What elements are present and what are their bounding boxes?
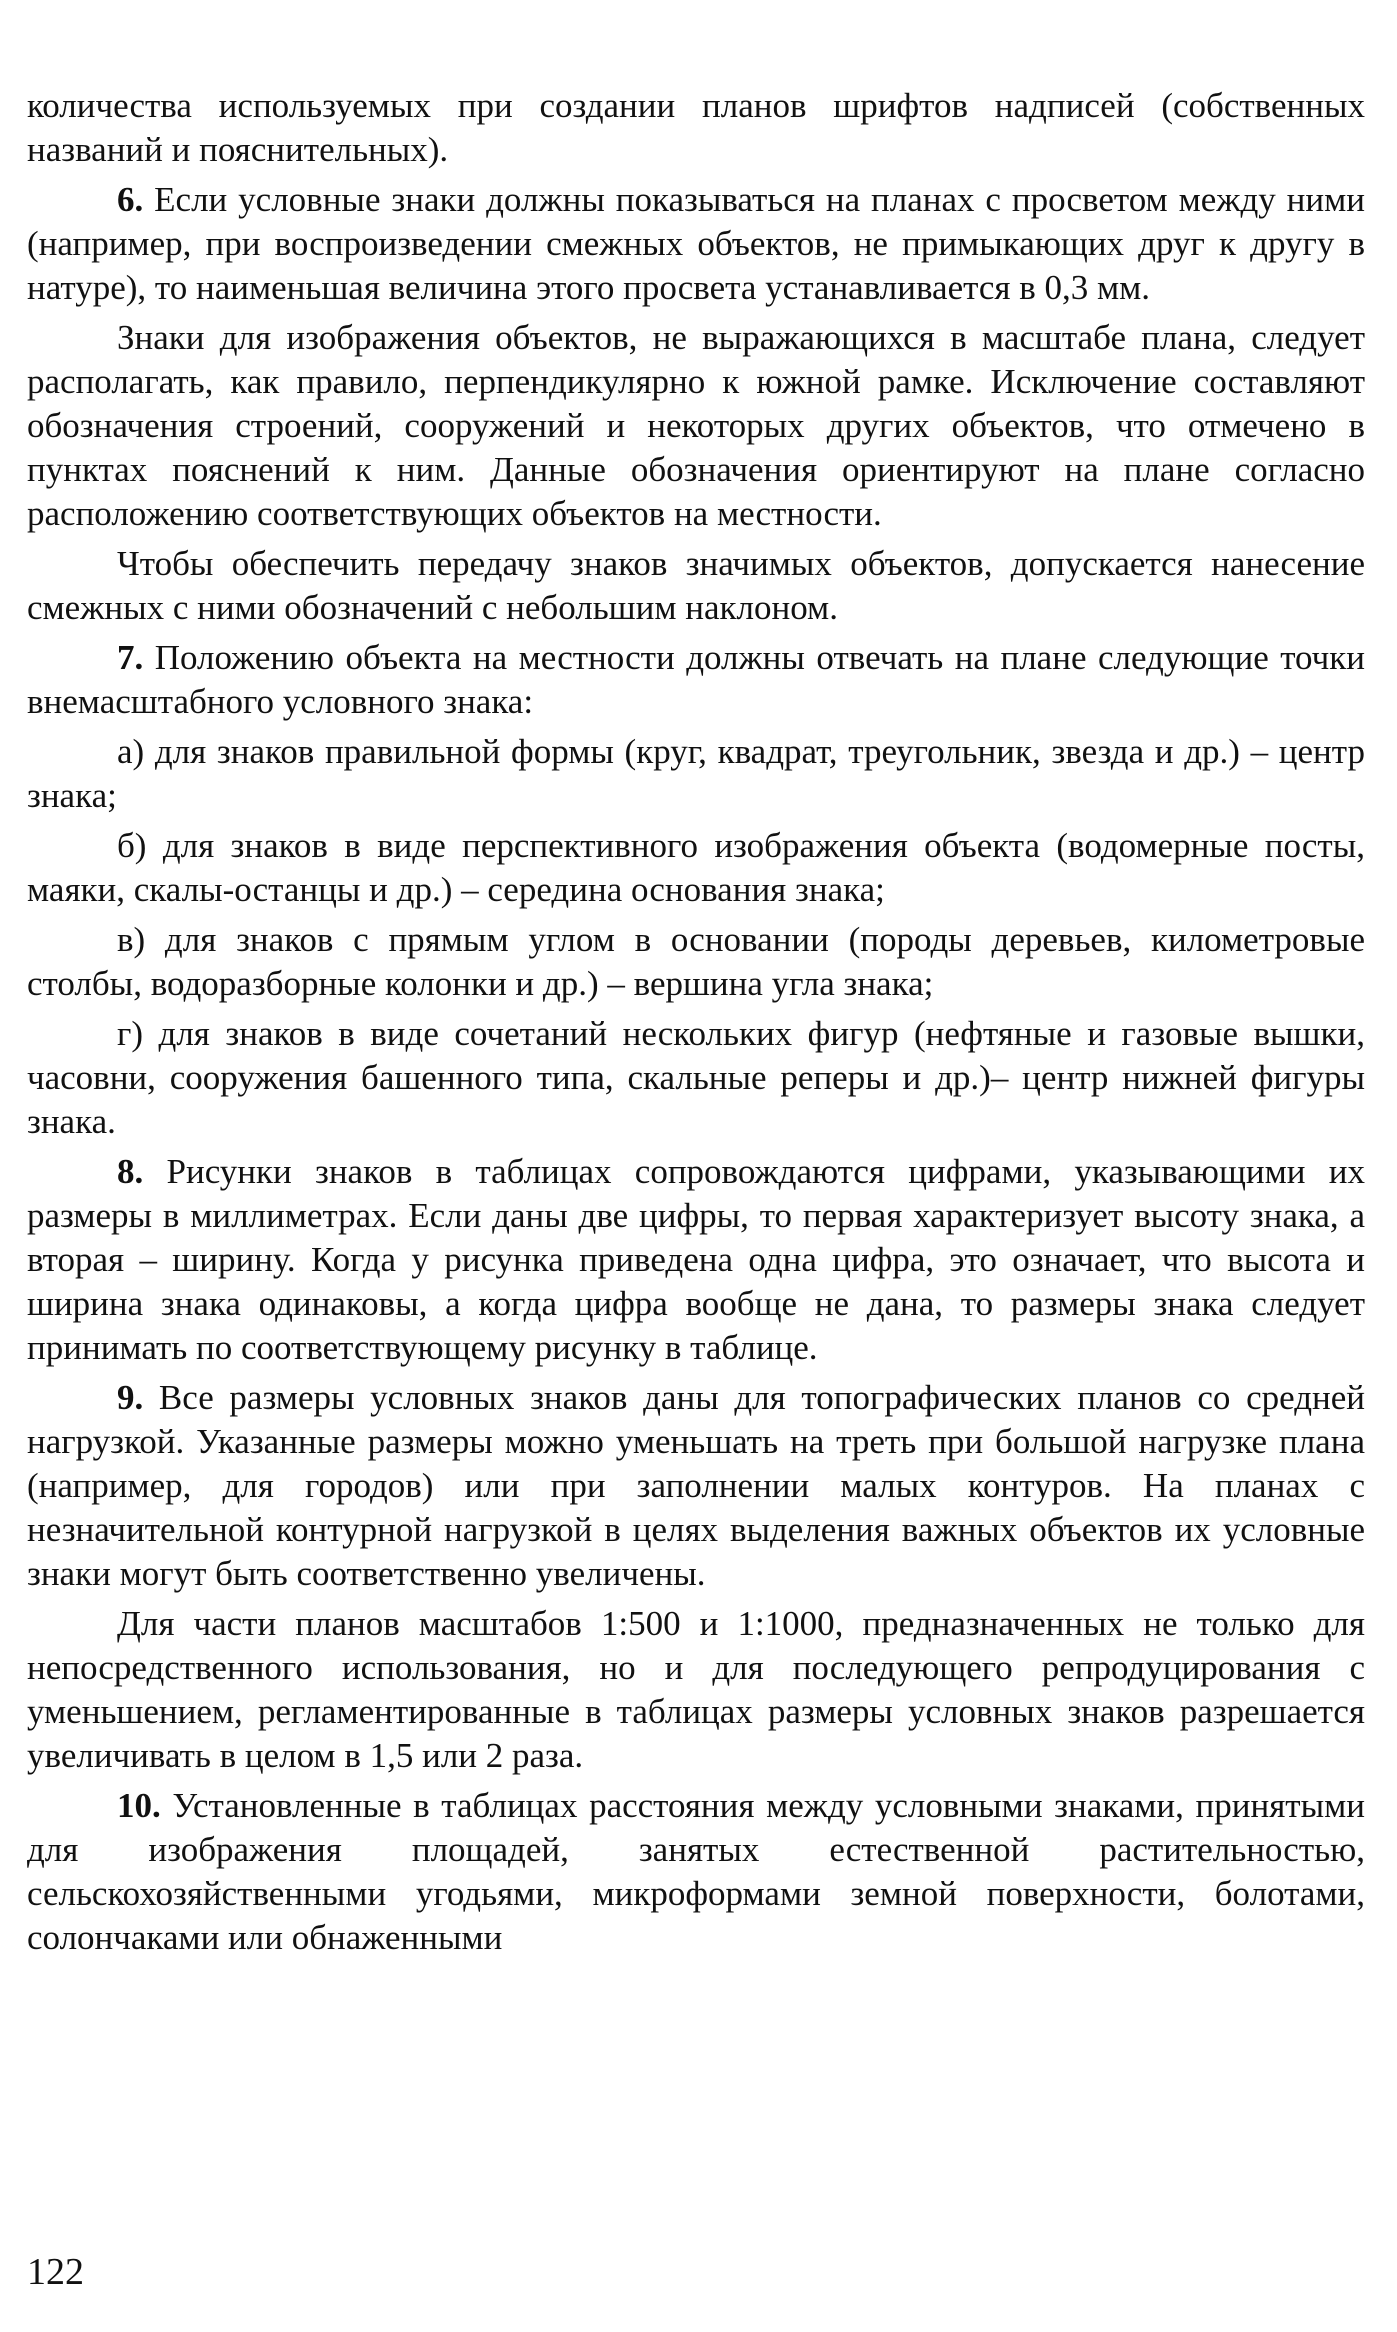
paragraph-inclination <box>27 542 1365 630</box>
paragraph-text: а) для знаков правильной формы (круг, квадрат, треугольник, звезда и др.) – центр знака; <box>27 732 1365 815</box>
paragraph-item-7 <box>27 636 1365 724</box>
paragraph-text: Положению объекта на местности должны отвечать на плане следующие точки внемасштабного условного знака: <box>27 638 1365 721</box>
subitem-v <box>27 918 1365 1006</box>
paragraph-text: количества используемых при создании планов шрифтов надписей (собственных названий и пояснительных). <box>27 86 1365 169</box>
paragraph-text: в) для знаков с прямым углом в основании (породы деревьев, километровые столбы, водоразборные колонки и др.) – вершина угла знака; <box>27 920 1365 1003</box>
subitem-b <box>27 824 1365 912</box>
paragraph-text: Чтобы обеспечить передачу знаков значимых объектов, допускается нанесение смежных с ними обозначений с небольшим наклоном. <box>27 544 1365 627</box>
item-number: 9. <box>117 1378 144 1417</box>
paragraph-scales <box>27 1602 1365 1778</box>
paragraph-text: Знаки для изображения объектов, не выражающихся в масштабе плана, следует располагать, как правило, перпендикулярно к южной рамке. Исключение составляют обозначения строений, сооружений и некоторых других объектов, что отмечено в пунктах пояснений к ним. Данные обозначения ориентируют на плане согласно расположению соответствующих объектов на местности. <box>27 318 1365 533</box>
paragraph-orientation <box>27 316 1365 536</box>
paragraph-text: Если условные знаки должны показываться на планах с просветом между ними (например, при воспроизведении смежных объектов, не примыкающих друг к другу в натуре), то наименьшая величина этого просвета устанавливается в 0,3 мм. <box>27 180 1365 307</box>
paragraph-continuation <box>27 84 1365 172</box>
item-number: 7. <box>117 638 144 677</box>
paragraph-item-10 <box>27 1784 1365 1960</box>
paragraph-text: Все размеры условных знаков даны для топографических планов со средней нагрузкой. Указанные размеры можно уменьшать на треть при большой нагрузке плана (например, для городов) или при заполнении малых контуров. На планах с незначительной контурной нагрузкой в целях выделения важных объектов их условные знаки могут быть соответственно увеличены. <box>27 1378 1365 1593</box>
paragraph-item-8 <box>27 1150 1365 1370</box>
item-number: 6. <box>117 180 144 219</box>
paragraph-item-6 <box>27 178 1365 310</box>
page-number: 122 <box>27 2251 84 2293</box>
subitem-a <box>27 730 1365 818</box>
paragraph-item-9 <box>27 1376 1365 1596</box>
paragraph-text: Установленные в таблицах расстояния между условными знаками, принятыми для изображения площадей, занятых естественной растительностью, сельскохозяйственными угодьями, микроформами земной поверхности, болотами, солончаками или обнаженными <box>27 1786 1365 1957</box>
paragraph-text: б) для знаков в виде перспективного изображения объекта (водомерные посты, маяки, скалы-останцы и др.) – середина основания знака; <box>27 826 1365 909</box>
subitem-g <box>27 1012 1365 1144</box>
page-text <box>27 84 1365 1966</box>
paragraph-text: Для части планов масштабов 1:500 и 1:1000, предназначенных не только для непосредственного использования, но и для последующего репродуцирования с уменьшением, регламентированные в таблицах размеры условных знаков разрешается увеличивать в целом в 1,5 или 2 раза. <box>27 1604 1365 1775</box>
paragraph-text: г) для знаков в виде сочетаний нескольких фигур (нефтяные и газовые вышки, часовни, сооружения башенного типа, скальные реперы и др.)– центр нижней фигуры знака. <box>27 1014 1365 1141</box>
item-number: 8. <box>117 1152 144 1191</box>
paragraph-text: Рисунки знаков в таблицах сопровождаются цифрами, указывающими их размеры в миллиметрах. Если даны две цифры, то первая характеризует высоту знака, а вторая – ширину. Когда у рисунка приведена одна цифра, это означает, что высота и ширина знака одинаковы, а когда цифра вообще не дана, то размеры знака следует принимать по соответствующему рисунку в таблице. <box>27 1152 1365 1367</box>
item-number: 10. <box>117 1786 161 1825</box>
